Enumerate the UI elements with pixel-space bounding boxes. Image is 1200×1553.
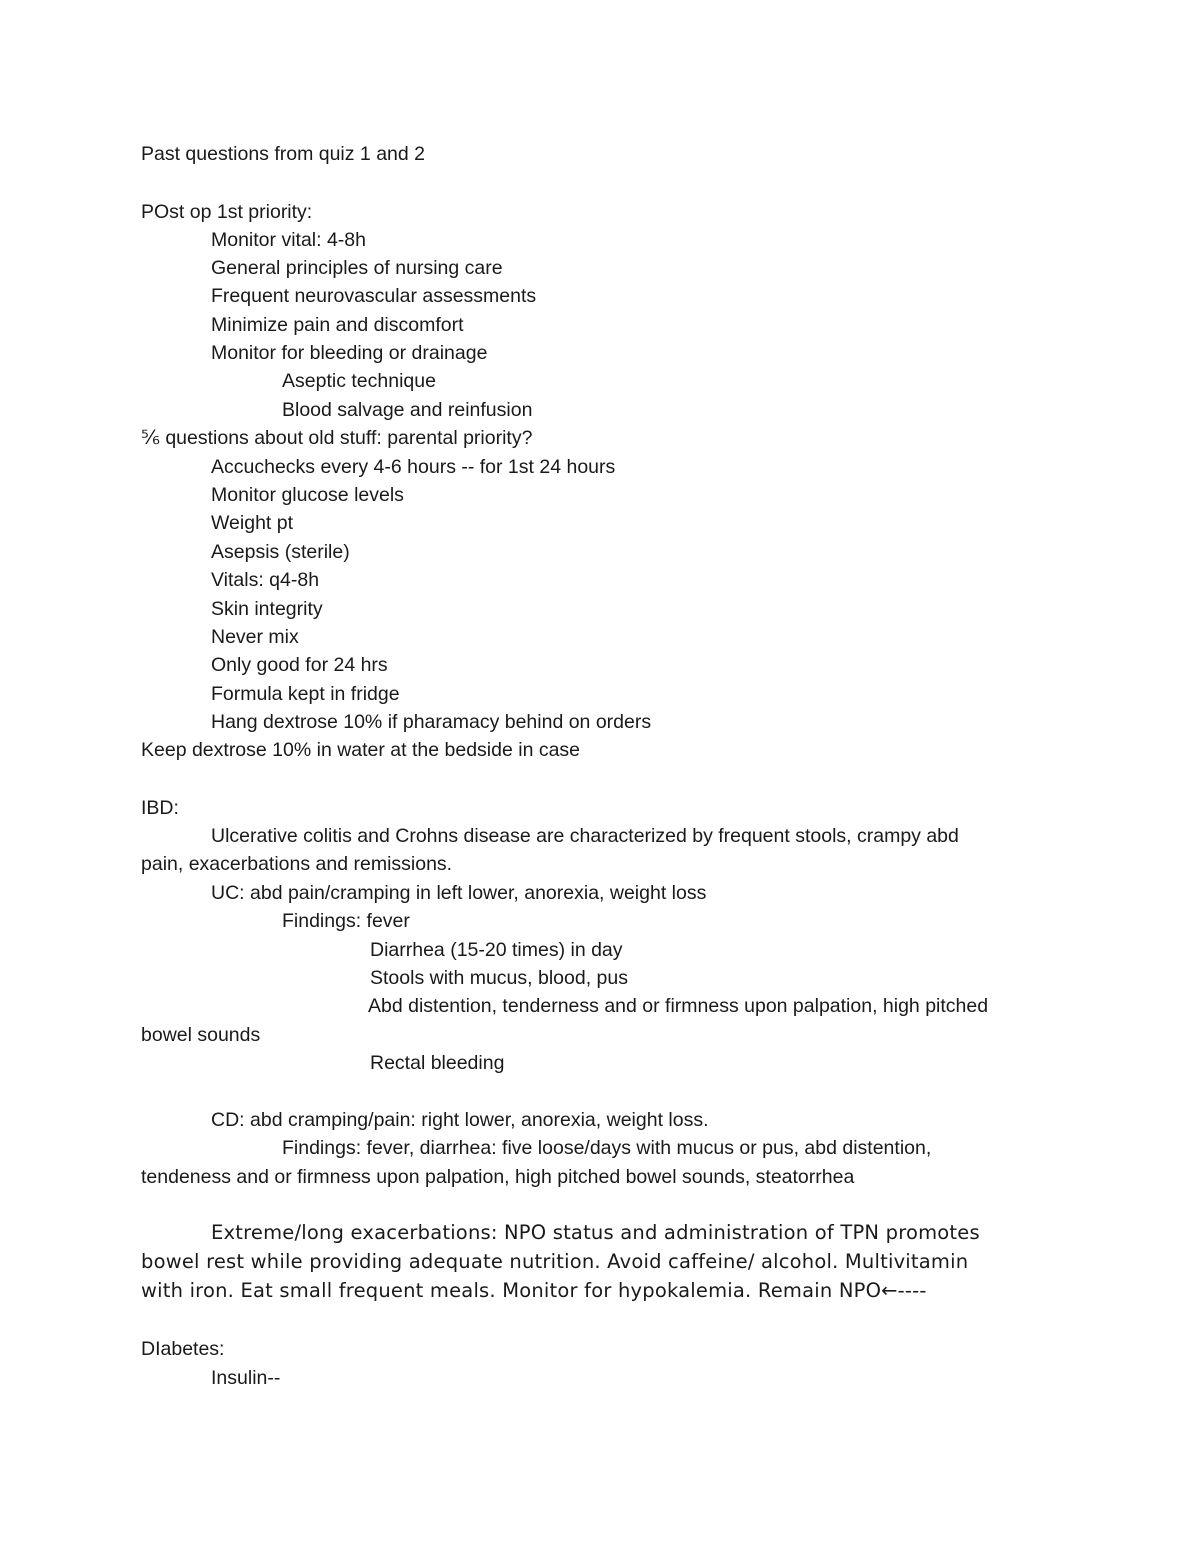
paragraph-line: with iron. Eat small frequent meals. Monitor for hypokalemia. Remain NPO←---- xyxy=(141,1279,927,1302)
list-item: Monitor for bleeding or drainage xyxy=(211,342,488,364)
sub-sub-list-item: Diarrhea (15-20 times) in day xyxy=(370,939,623,961)
list-item: Monitor vital: 4-8h xyxy=(211,229,366,251)
paragraph-line: pain, exacerbations and remissions. xyxy=(141,853,453,875)
paragraph-line: Extreme/long exacerbations: NPO status and administration of TPN promotes xyxy=(211,1221,980,1244)
section-heading: POst op 1st priority: xyxy=(141,201,313,223)
sub-list-item: Aseptic technique xyxy=(282,370,436,392)
paragraph-line: tendeness and or firmness upon palpation, high pitched bowel sounds, steatorrhea xyxy=(141,1166,855,1188)
sub-sub-list-item: Abd distention, tenderness and or firmness upon palpation, high pitched xyxy=(368,995,989,1017)
list-item: UC: abd pain/cramping in left lower, anorexia, weight loss xyxy=(211,882,707,904)
list-item: General principles of nursing care xyxy=(211,257,503,279)
list-item: Vitals: q4-8h xyxy=(211,569,320,591)
sub-list-item: Findings: fever xyxy=(282,910,410,932)
list-item: Minimize pain and discomfort xyxy=(211,314,464,336)
list-item: Never mix xyxy=(211,626,299,648)
list-item: Weight pt xyxy=(211,512,294,534)
section-heading: IBD: xyxy=(141,797,179,819)
sub-list-item: Blood salvage and reinfusion xyxy=(282,399,533,421)
list-item: Formula kept in fridge xyxy=(211,683,400,705)
section-heading: ⅚ questions about old stuff: parental priority? xyxy=(141,427,533,449)
document-title: Past questions from quiz 1 and 2 xyxy=(141,143,425,165)
sub-sub-list-item: Rectal bleeding xyxy=(370,1052,505,1074)
list-item: Hang dextrose 10% if pharamacy behind on orders xyxy=(211,711,652,733)
list-item: Insulin-- xyxy=(211,1367,281,1389)
sub-sub-list-item: Stools with mucus, blood, pus xyxy=(370,967,628,989)
list-item: Only good for 24 hrs xyxy=(211,654,388,676)
list-item: Asepsis (sterile) xyxy=(211,541,350,563)
paragraph-line: bowel rest while providing adequate nutrition. Avoid caffeine/ alcohol. Multivitamin xyxy=(141,1250,969,1273)
list-item: Skin integrity xyxy=(211,598,323,620)
list-item: Accuchecks every 4-6 hours -- for 1st 24 hours xyxy=(211,456,616,478)
paragraph-line: Keep dextrose 10% in water at the bedside in case xyxy=(141,739,581,761)
section-heading: DIabetes: xyxy=(141,1338,225,1360)
paragraph-line: Ulcerative colitis and Crohns disease are characterized by frequent stools, crampy abd xyxy=(211,825,959,847)
sub-list-item: Findings: fever, diarrhea: five loose/days with mucus or pus, abd distention, xyxy=(282,1137,932,1159)
list-item: Monitor glucose levels xyxy=(211,484,404,506)
list-item: CD: abd cramping/pain: right lower, anorexia, weight loss. xyxy=(211,1109,709,1131)
paragraph-line: bowel sounds xyxy=(141,1024,261,1046)
list-item: Frequent neurovascular assessments xyxy=(211,285,537,307)
